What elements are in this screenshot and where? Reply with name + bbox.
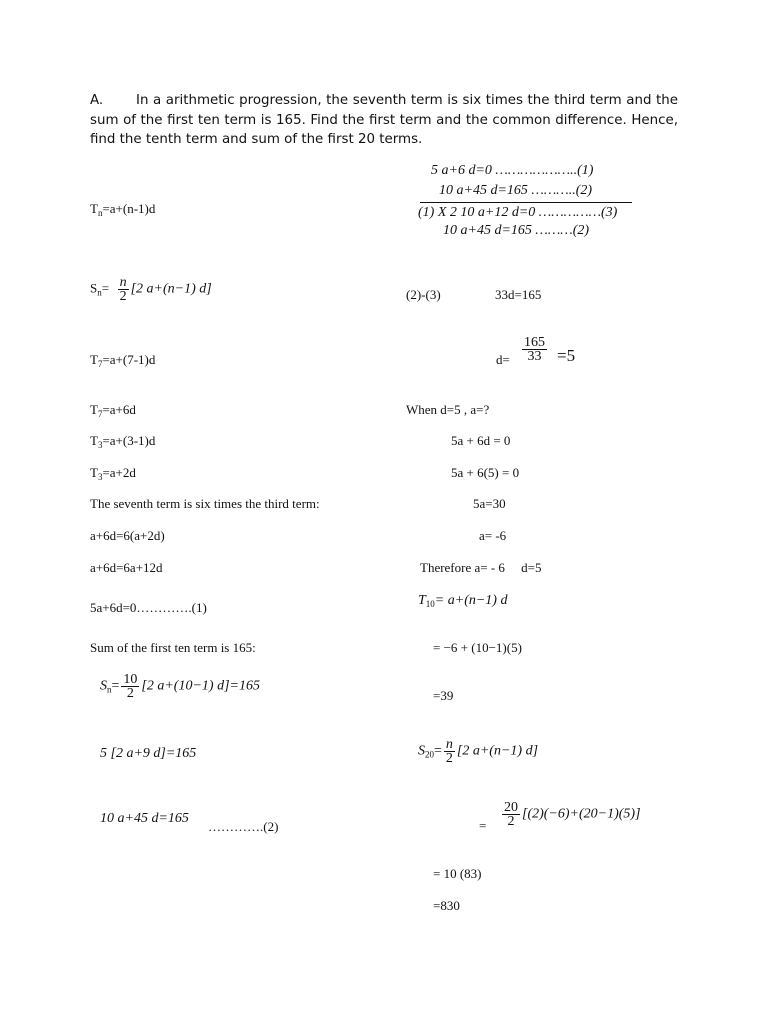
s10-formula: $S_n=$ $\frac{10}{2}$ [2 a+(10−1) d]=165	[100, 672, 260, 701]
equation-2-tag: ………….(2)	[208, 819, 279, 834]
s20-step: = 10 (83)	[433, 866, 482, 881]
t10-substitution: = −6 + (10−1)(5)	[433, 640, 522, 655]
question-text: In a arithmetic progression, the seventh term is six times the third term and the sum of the first ten term is 165. Find the first term and the common difference. Hence, find the tenth term and sum of the first 20 terms.	[90, 93, 678, 147]
t10-result: =39	[433, 688, 454, 703]
solve-step-2: 5a + 6(5) = 0	[451, 465, 520, 480]
solve-step-3: 5a=30	[473, 496, 506, 511]
system-eq-1: 5 a+6 d=0 ………………..(1)	[431, 163, 594, 178]
tn-formula: $T_n=a+(n-1)d$	[90, 201, 156, 218]
question-paragraph	[90, 91, 678, 150]
equation-step-3: 5 [2 a+9 d]=165	[100, 746, 197, 761]
therefore-result: Therefore a= - 6 d=5	[420, 560, 542, 575]
sn-formula: $S_n=$ $\frac{n}{2}$ [2 a+(n−1) d]	[90, 275, 212, 304]
s20-equals: =	[479, 818, 487, 833]
system-divider	[420, 202, 632, 203]
subtraction-result: 33d=165	[495, 287, 542, 302]
t10-formula: $T_{10}= a+(n-1)$ d	[418, 593, 508, 609]
t7-formula: $T_7=a+(7-1)d$	[90, 352, 156, 369]
subtraction-op: (2)-(3)	[406, 287, 441, 302]
equation-step-1: a+6d=6(a+2d)	[90, 528, 165, 543]
system-eq-2: 10 a+45 d=165 ………..(2)	[439, 183, 593, 198]
s20-result: =830	[433, 898, 460, 913]
system-eq-4: 10 a+45 d=165 ………(2)	[443, 223, 590, 238]
t7-simplified: $T_7=a+6d$	[90, 402, 136, 419]
d-fraction: $\frac{165}{33}$	[524, 335, 545, 364]
solve-step-1: 5a + 6d = 0	[451, 433, 511, 448]
system-eq-3: (1) X 2 10 a+12 d=0 ……………(3)	[418, 205, 618, 220]
d-label: d=	[496, 352, 510, 367]
when-d-5: When d=5 , a=?	[406, 402, 490, 417]
s20-formula: $S_{20}=$ $\frac{n}{2}$ [2 a+(n−1) d]	[418, 737, 539, 766]
statement-sum-ten: Sum of the first ten term is 165:	[90, 640, 256, 655]
equation-2: 10 a+45 d=165	[100, 811, 189, 826]
solve-step-4: a= -6	[479, 528, 507, 543]
s20-substitution: $\frac{20}{2}$ [(2)(−6)+(20−1)(5)]	[504, 800, 641, 829]
equation-1: 5a+6d=0………….(1)	[90, 600, 207, 615]
d-result: =5	[557, 346, 576, 365]
t3-formula: $T_3=a+(3-1)d$	[90, 433, 156, 450]
statement-seventh-term: The seventh term is six times the third term:	[90, 496, 320, 511]
equation-step-2: a+6d=6a+12d	[90, 560, 163, 575]
question-label: A.	[90, 93, 104, 108]
t3-simplified: $T_3=a+2d$	[90, 465, 136, 482]
